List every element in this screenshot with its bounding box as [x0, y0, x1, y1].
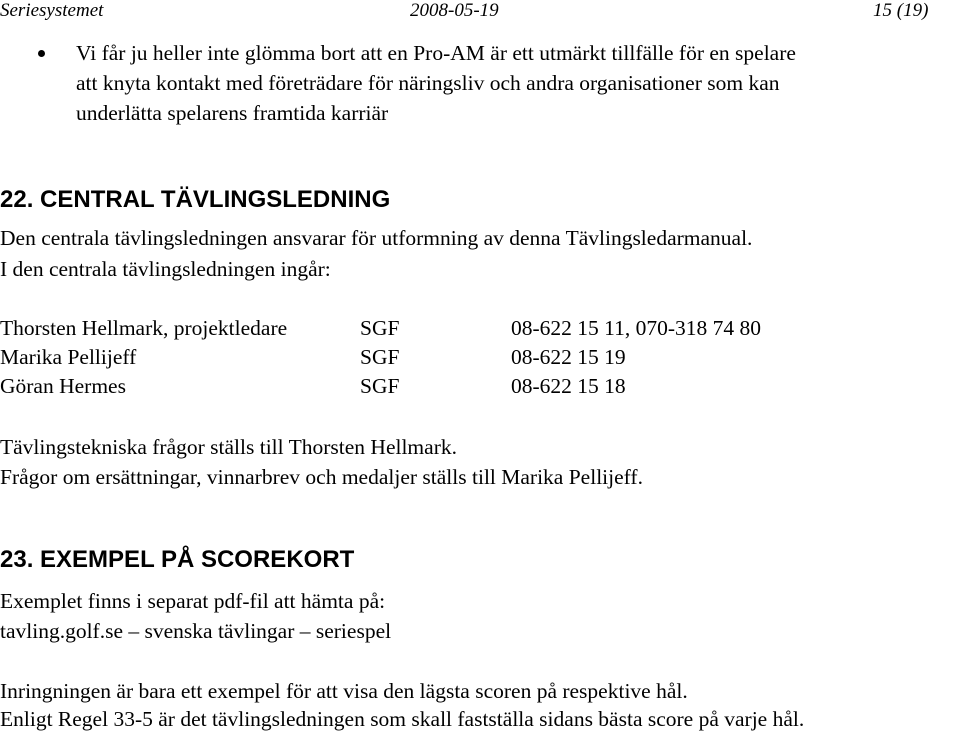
section-23-link-path: tavling.golf.se – svenska tävlingar – seriespel [0, 619, 392, 643]
section-23-note-1: Inringningen är bara ett exempel för att visa den lägsta scoren på respektive hål. [0, 679, 688, 703]
section-23-heading: 23. EXEMPEL PÅ SCOREKORT [0, 546, 355, 573]
header-date: 2008-05-19 [410, 0, 499, 21]
member-phone: 08-622 15 19 [511, 345, 626, 369]
bullet-line-3: underlätta spelarens framtida karriär [76, 101, 389, 125]
bullet-line-1: Vi får ju heller inte glömma bort att en Pro-AM är ett utmärkt tillfälle för en spelare [76, 41, 796, 65]
member-name: Göran Hermes [0, 374, 126, 398]
section-22-note-1: Tävlingstekniska frågor ställs till Thorsten Hellmark. [0, 435, 457, 459]
member-phone: 08-622 15 18 [511, 374, 626, 398]
header-left: Seriesystemet [0, 0, 104, 21]
member-name: Marika Pellijeff [0, 345, 137, 369]
section-22-intro-2: I den centrala tävlingsledningen ingår: [0, 257, 331, 281]
member-phone: 08-622 15 11, 070-318 74 80 [511, 316, 762, 340]
section-22-intro-1: Den centrala tävlingsledningen ansvarar för utformning av denna Tävlingsledarmanual. [0, 226, 753, 250]
bullet-icon [38, 50, 45, 57]
member-org: SGF [360, 374, 400, 398]
member-org: SGF [360, 316, 400, 340]
section-23-note-2: Enligt Regel 33-5 är det tävlingsledningen som skall fastställa sidans bästa score på varje hål. [0, 707, 805, 731]
section-23-line-1: Exemplet finns i separat pdf-fil att hämta på: [0, 589, 386, 613]
member-name: Thorsten Hellmark, projektledare [0, 316, 288, 340]
section-22-heading: 22. CENTRAL TÄVLINGSLEDNING [0, 186, 391, 213]
member-org: SGF [360, 345, 400, 369]
header-page-number: 15 (19) [873, 0, 929, 21]
bullet-line-2: att knyta kontakt med företrädare för näringsliv och andra organisationer som kan [76, 71, 780, 95]
section-22-note-2: Frågor om ersättningar, vinnarbrev och medaljer ställs till Marika Pellijeff. [0, 465, 643, 489]
